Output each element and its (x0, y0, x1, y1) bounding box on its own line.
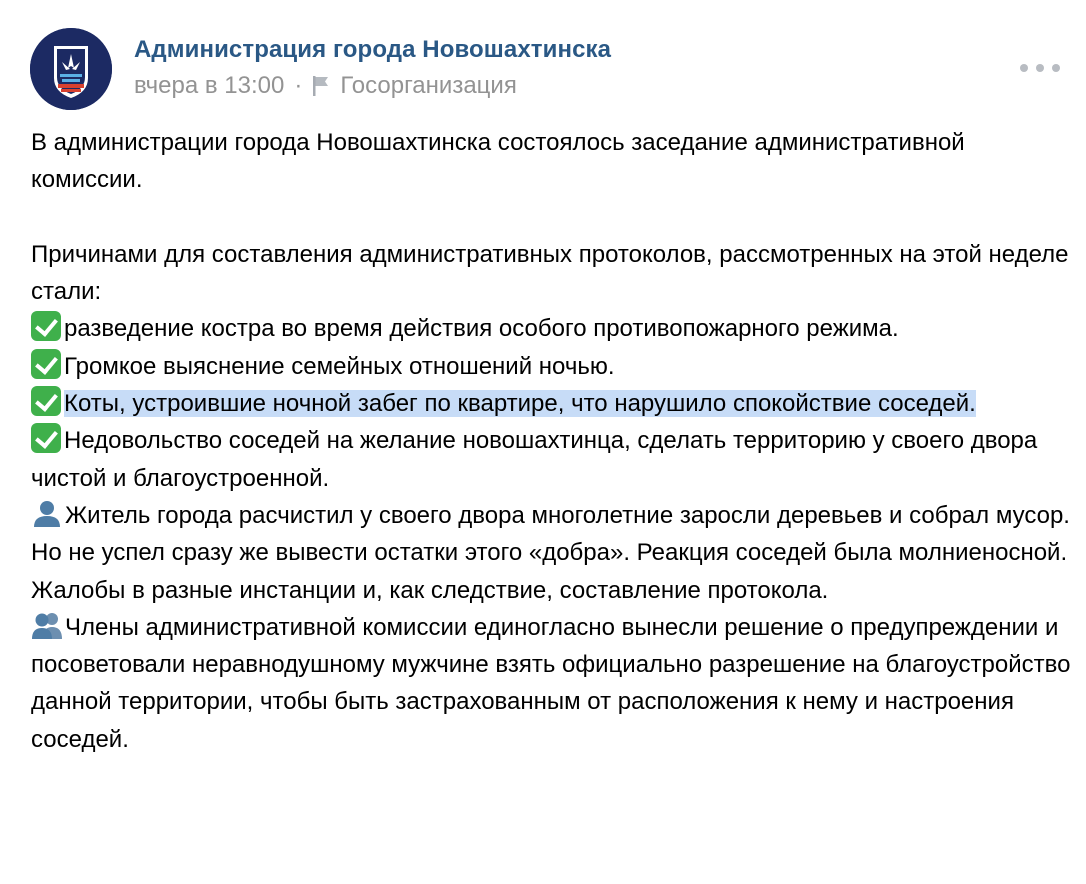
check-mark-icon (31, 386, 61, 416)
commission-decision-text: Члены административной комиссии единогласно вынесли решение о предупреждении и посоветовали неравнодушному мужчине взять официально разрешение на благоустройство данной территории, чтобы быть застрахованным от расположения к нему и настроения соседей. (31, 613, 1071, 753)
intro-paragraph: В администрации города Новошахтинска состоялось заседание административной комиссии. (31, 129, 965, 194)
category-label: Госорганизация (340, 72, 517, 99)
post-meta (134, 72, 517, 100)
reason-item (31, 422, 1071, 497)
people-silhouette-icon (31, 610, 63, 640)
paragraph-gap (31, 199, 1071, 236)
meta-separator: · (294, 72, 303, 99)
resident-story-text: Житель города расчистил у своего двора многолетние заросли деревьев и собрал мусор. Но не успел сразу же вывести остатки этого «добра». Реакция соседей была молниеносной. Жалобы в разные инстанции и, как следствие, составление протокола. (31, 501, 1070, 604)
post-header (30, 28, 1060, 112)
more-dots-icon[interactable] (1020, 58, 1060, 78)
reason-item (31, 348, 1071, 385)
post-time-link[interactable]: вчера в 13:00 (134, 72, 285, 99)
flag-icon (312, 75, 330, 97)
city-emblem-icon[interactable] (30, 28, 112, 110)
reason-item (31, 385, 1071, 422)
more-dot (1036, 64, 1044, 72)
check-mark-icon (31, 423, 61, 453)
reason-item (31, 310, 1071, 347)
reason-text: Громкое выяснение семейных отношений ночью. (64, 352, 615, 380)
check-mark-icon (31, 349, 61, 379)
reasons-heading: Причинами для составления административных протоколов, рассмотренных на этой неделе стали: (31, 240, 1069, 306)
commission-decision (31, 609, 1071, 758)
resident-story (31, 497, 1071, 609)
more-dot (1052, 64, 1060, 72)
reason-text: разведение костра во время действия особого противопожарного режима. (64, 315, 899, 343)
person-silhouette-icon (31, 498, 63, 528)
reason-text: Недовольство соседей на желание новошахтинца, сделать территорию у своего двора чистой и благоустроенной. (31, 427, 1038, 492)
check-mark-icon (31, 311, 61, 341)
more-dot (1020, 64, 1028, 72)
post-text (31, 124, 1071, 758)
author-name-link[interactable]: Администрация города Новошахтинска (134, 36, 612, 63)
selected-reason-text[interactable]: Коты, устроившие ночной забег по квартире, что нарушило спокойствие соседей. (64, 390, 976, 418)
